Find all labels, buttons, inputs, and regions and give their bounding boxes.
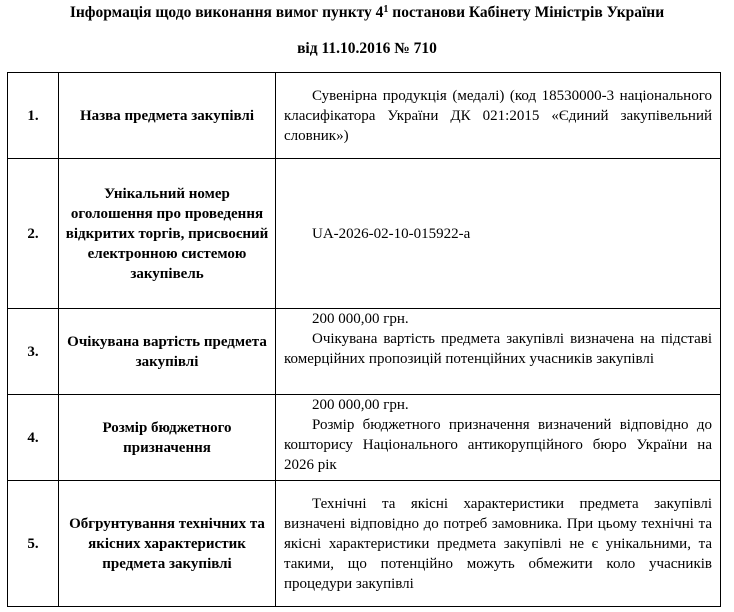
- row-number: 1.: [8, 73, 59, 159]
- table-row: [8, 481, 721, 607]
- document-title: [0, 4, 734, 22]
- value-paragraph: UA-2026-02-10-015922-a: [312, 225, 471, 242]
- value-amount: 200 000,00 грн.: [312, 311, 409, 327]
- table-row: [8, 159, 721, 309]
- value-paragraph: Сувенірна продукція (медалі) (код 18530000-3 національного класифікатора України ДК 021:2015 «Єдиний закупівельний словник»): [284, 87, 712, 144]
- row-label: Розмір бюджетного призначення: [59, 395, 276, 481]
- row-value: [276, 73, 721, 159]
- value-paragraph: Розмір бюджетного призначення визначений відповідно до кошторису Національного антикорупційного бюро України на 2026 рік: [284, 417, 712, 473]
- table-row: [8, 395, 721, 481]
- row-label: Обгрунтування технічних та якісних характеристик предмета закупівлі: [59, 481, 276, 607]
- value-amount: 200 000,00 грн.: [312, 397, 409, 413]
- table-row: [8, 309, 721, 395]
- value-paragraph: Очікувана вартість предмета закупівлі визначена на підставі комерційних пропозицій потенційних учасників закупівлі: [284, 331, 712, 367]
- info-table: [7, 72, 721, 607]
- row-label: Назва предмета закупівлі: [59, 73, 276, 159]
- row-number: 5.: [8, 481, 59, 607]
- title-tail: постанови Кабінету Міністрів України: [388, 4, 665, 21]
- row-number: 3.: [8, 309, 59, 395]
- row-value: [276, 395, 721, 481]
- row-value: [276, 309, 721, 395]
- title-main: Інформація щодо виконання вимог пункту 4: [69, 4, 384, 21]
- row-value: [276, 159, 721, 309]
- value-paragraph: Технічні та якісні характеристики предмета закупівлі визначені відповідно до потреб замовника. При цьому технічні та якісні характеристики предмета закупівлі не є унікальними, та такими, що потенційно можуть обмежити коло учасників процедури закупівлі: [284, 495, 712, 592]
- table-row: [8, 73, 721, 159]
- title-superscript: 1: [383, 4, 389, 15]
- row-label: Унікальний номер оголошення про проведення відкритих торгів, присвоєний електронною системою закупівель: [59, 159, 276, 309]
- row-number: 4.: [8, 395, 59, 481]
- row-label: Очікувана вартість предмета закупівлі: [59, 309, 276, 395]
- document-subtitle: від 11.10.2016 № 710: [297, 40, 437, 57]
- row-value: [276, 481, 721, 607]
- row-number: 2.: [8, 159, 59, 309]
